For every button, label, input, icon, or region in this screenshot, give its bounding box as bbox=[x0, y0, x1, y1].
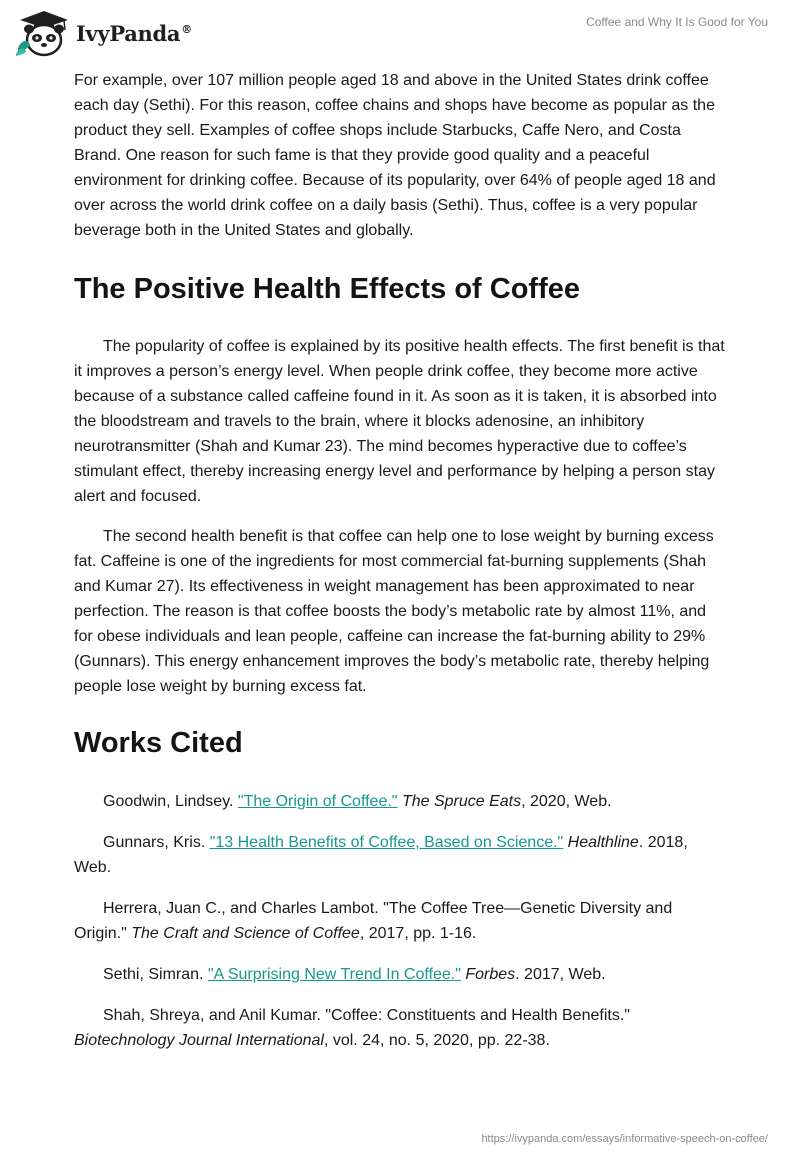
citation-shah: Shah, Shreya, and Anil Kumar. "Coffee: Constituents and Health Benefits." Biotechnology Journal International, vol. 24, no. 5, 2020, pp. 22-38. bbox=[74, 1007, 630, 1049]
citation-link[interactable]: "A Surprising New Trend In Coffee." bbox=[207, 966, 461, 983]
source-url: https://ivypanda.com/essays/informative-speech-on-coffee/ bbox=[481, 1133, 768, 1145]
ivypanda-logo[interactable] bbox=[14, 8, 192, 58]
heading-works-cited: Works Cited bbox=[74, 727, 243, 759]
intro-paragraph: For example, over 107 million people aged 18 and above in the United States drink coffee each day (Sethi). For this reason, coffee chains and shops have become as popular as the product they sell. Examples of coffee shops include Starbucks, Caffe Nero, and Costa Brand. One reason for such fame is that they provide good quality and a peaceful environment for drinking coffee. Because of its popularity, over 64% of people aged 18 and over across the world drink coffee on a daily basis (Sethi). Thus, coffee is a very popular beverage both in the United States and globally. bbox=[74, 72, 716, 239]
citation-gunnars: Gunnars, Kris. "13 Health Benefits of Coffee, Based on Science." Healthline. 2018, Web. bbox=[74, 834, 688, 876]
document-title: Coffee and Why It Is Good for You bbox=[586, 15, 768, 29]
health-paragraph-1: The popularity of coffee is explained by its positive health effects. The first benefit is that it improves a person’s energy level. When people drink coffee, they become more active because of a substance called caffeine found in it. As soon as it is taken, it is absorbed into the bloodstream and travels to the brain, where it blocks adenosine, an inhibitory neurotransmitter (Shah and Kumar 23). The mind becomes hyperactive due to coffee’s stimulant effect, thereby increasing energy level and performance by helping a person stay alert and focused. bbox=[74, 338, 725, 505]
citation-goodwin: Goodwin, Lindsey. "The Origin of Coffee." The Spruce Eats, 2020, Web. bbox=[103, 793, 612, 810]
citation-herrera: Herrera, Juan C., and Charles Lambot. "The Coffee Tree—Genetic Diversity and Origin." The Craft and Science of Coffee, 2017, pp. 1-16. bbox=[74, 900, 673, 942]
panda-graduate-icon bbox=[14, 8, 70, 58]
page-header bbox=[0, 0, 800, 60]
citation-sethi: Sethi, Simran. "A Surprising New Trend In Coffee." Forbes. 2017, Web. bbox=[103, 966, 606, 983]
essay-content bbox=[74, 68, 726, 1069]
citation-link[interactable]: "13 Health Benefits of Coffee, Based on Science." bbox=[209, 834, 564, 851]
heading-health-effects: The Positive Health Effects of Coffee bbox=[74, 273, 580, 305]
brand-name: IvyPanda® bbox=[76, 20, 192, 46]
health-paragraph-2: The second health benefit is that coffee can help one to lose weight by burning excess fat. Caffeine is one of the ingredients for most commercial fat-burning supplements (Shah and Kumar 27). Its effectiveness in weight management has been approximated to near perfection. The reason is that coffee boosts the body’s metabolic rate by almost 11%, and for obese individuals and lean people, caffeine can increase the fat-burning ability to 29% (Gunnars). This energy enhancement improves the body’s metabolic rate, thereby helping people lose weight by burning excess fat. bbox=[74, 528, 714, 695]
citation-link[interactable]: "The Origin of Coffee." bbox=[237, 793, 398, 810]
